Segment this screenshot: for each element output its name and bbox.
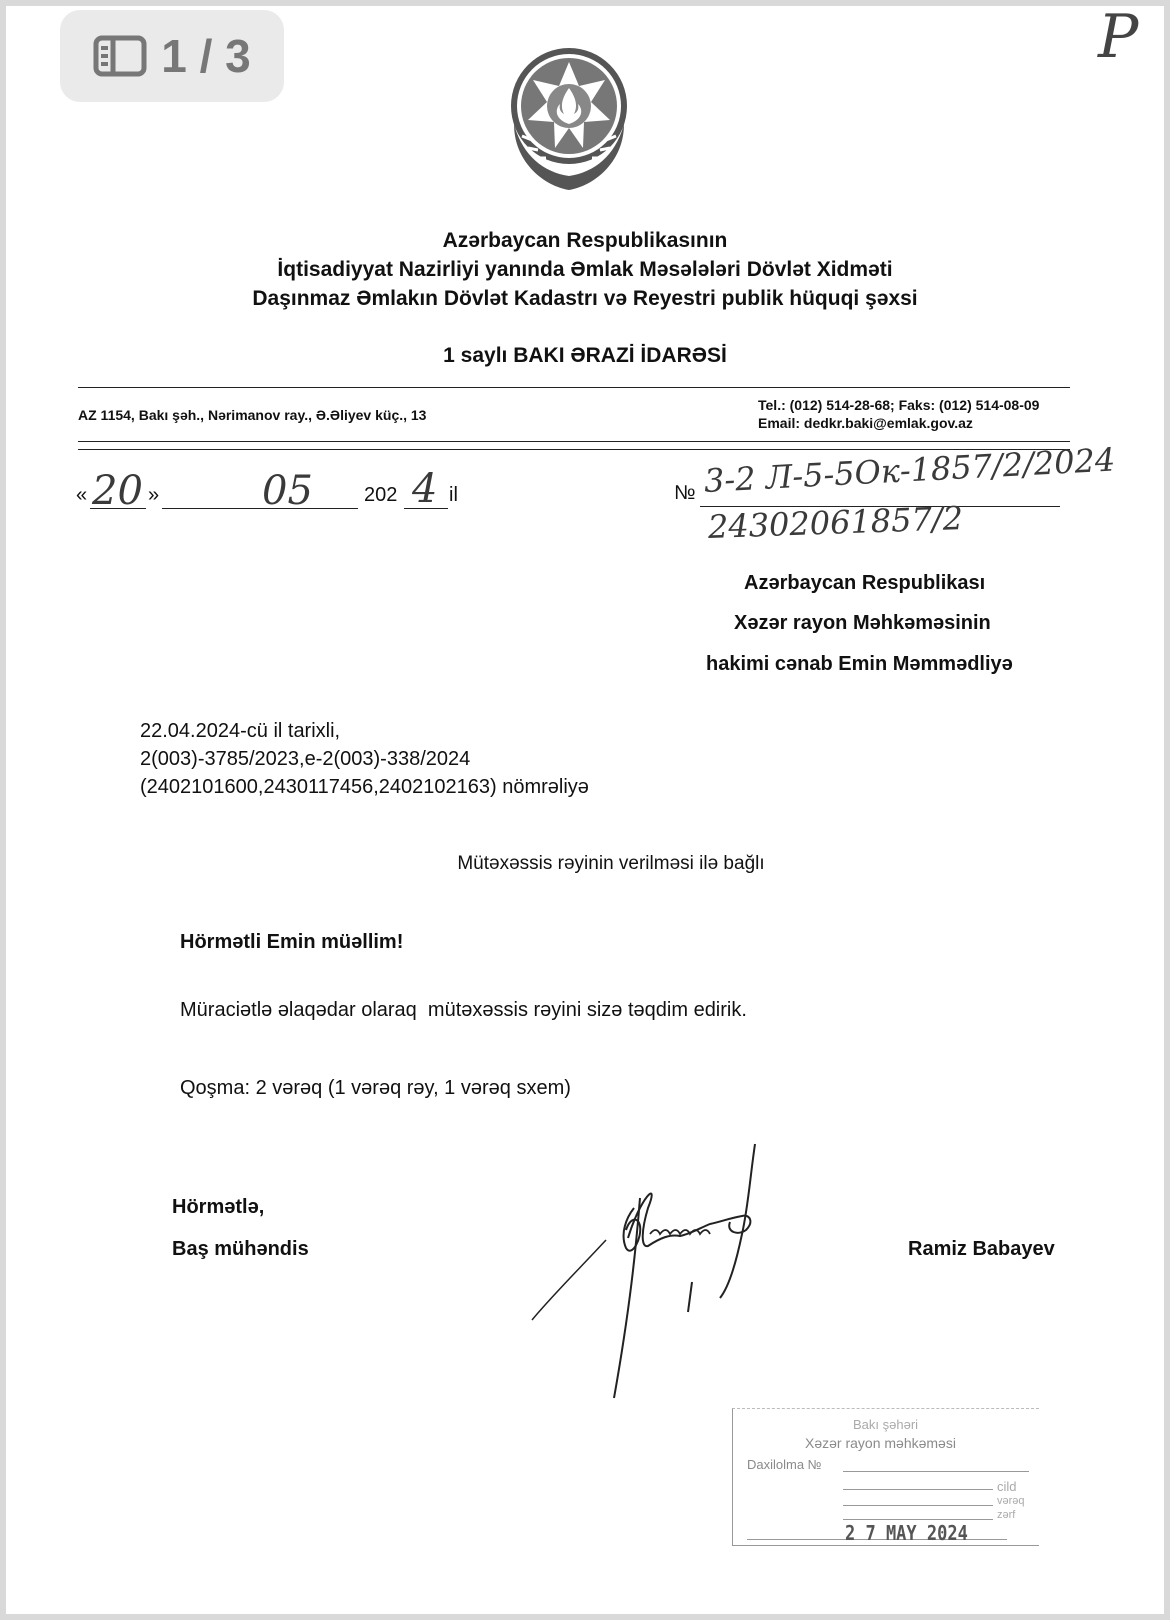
stamp-line-4 bbox=[843, 1519, 993, 1520]
corner-mark: P bbox=[1098, 2, 1139, 72]
stamp-entry-label: Daxilolma № bbox=[747, 1457, 822, 1472]
stamp-city: Bakı şəhəri bbox=[853, 1417, 919, 1432]
attachment: Qoşma: 2 vərəq (1 vərəq rəy, 1 vərəq sxem) bbox=[180, 1077, 571, 1099]
court-receipt-stamp bbox=[732, 1408, 1039, 1546]
phone-fax: Tel.: (012) 514-28-68; Faks: (012) 514-08-09 bbox=[758, 397, 1040, 413]
salutation: Hörmətli Emin müəllim! bbox=[180, 931, 404, 953]
subject: Mütəxəssis rəyinin verilməsi ilə bağlı bbox=[457, 853, 765, 874]
date-close-quote: » bbox=[148, 484, 160, 506]
date-year-prefix: 202 bbox=[364, 484, 398, 506]
date-month-underline bbox=[162, 508, 358, 509]
email: Email: dedkr.baki@emlak.gov.az bbox=[758, 415, 973, 431]
reference-line-1: 22.04.2024-cü il tarixli, bbox=[140, 720, 341, 742]
number-handwritten-line2: 24302061857/2 bbox=[707, 499, 964, 546]
header-line-3: Daşınmaz Əmlakın Dövlət Kadastrı və Reyestri publik hüquqi şəxsi bbox=[252, 287, 918, 310]
stamp-line-3 bbox=[843, 1505, 993, 1506]
header-line-2: İqtisadiyyat Nazirliyi yanında Əmlak Məsələləri Dövlət Xidməti bbox=[277, 258, 893, 281]
stamp-vereq: vərəq bbox=[997, 1495, 1025, 1507]
recipient-line-2: Xəzər rayon Məhkəməsinin bbox=[734, 612, 991, 634]
stamp-entry-line bbox=[843, 1471, 1029, 1472]
header-rule-top bbox=[78, 387, 1070, 388]
stamp-line-2 bbox=[843, 1489, 993, 1490]
body-text: Müraciətlə əlaqədar olaraq mütəxəssis rəyini sizə təqdim edirik. bbox=[180, 999, 747, 1021]
header-rule-bottom-1 bbox=[78, 441, 1070, 442]
date-open-quote: « bbox=[76, 484, 88, 506]
address: AZ 1154, Bakı şəh., Nərimanov ray., Ə.Əliyev küç., 13 bbox=[78, 407, 427, 423]
signer-name: Ramiz Babayev bbox=[908, 1238, 1055, 1260]
signature bbox=[530, 1138, 790, 1413]
date-il: il bbox=[449, 484, 458, 506]
reference-line-3: (2402101600,2430117456,2402102163) nömrəliyə bbox=[140, 776, 589, 798]
recipient-line-3: hakimi cənab Emin Məmmədliyə bbox=[706, 653, 1013, 675]
date-year-suffix: 4 bbox=[412, 466, 438, 512]
header-line-1: Azərbaycan Respublikasının bbox=[442, 229, 728, 252]
stamp-zerf: zərf bbox=[997, 1509, 1016, 1521]
number-handwritten: 3-2 Л-5-5Ок-1857/2/2024 bbox=[703, 440, 1117, 500]
reference-line-2: 2(003)-3785/2023,e-2(003)-338/2024 bbox=[140, 748, 471, 770]
azerbaijan-emblem-icon bbox=[504, 44, 634, 199]
stamp-cild: cild bbox=[997, 1479, 1017, 1494]
page-indicator[interactable] bbox=[60, 10, 284, 102]
date-month: 05 bbox=[262, 468, 313, 514]
date-year-underline bbox=[404, 508, 448, 509]
page-layout-icon bbox=[93, 35, 147, 77]
office-title: 1 saylı BAKI ƏRAZİ İDARƏSİ bbox=[443, 344, 727, 367]
signer-position: Baş mühəndis bbox=[172, 1238, 309, 1260]
stamp-court: Xəzər rayon məhkəməsi bbox=[805, 1435, 956, 1451]
stamp-date: 2 7 MAY 2024 bbox=[845, 1521, 968, 1545]
closing-regards: Hörmətlə, bbox=[172, 1196, 265, 1218]
date-day: 20 bbox=[92, 468, 143, 514]
page-indicator-text: 1 / 3 bbox=[161, 30, 251, 82]
number-label: № bbox=[674, 482, 696, 504]
recipient-line-1: Azərbaycan Respublikası bbox=[744, 572, 986, 594]
date-day-underline bbox=[90, 508, 146, 509]
